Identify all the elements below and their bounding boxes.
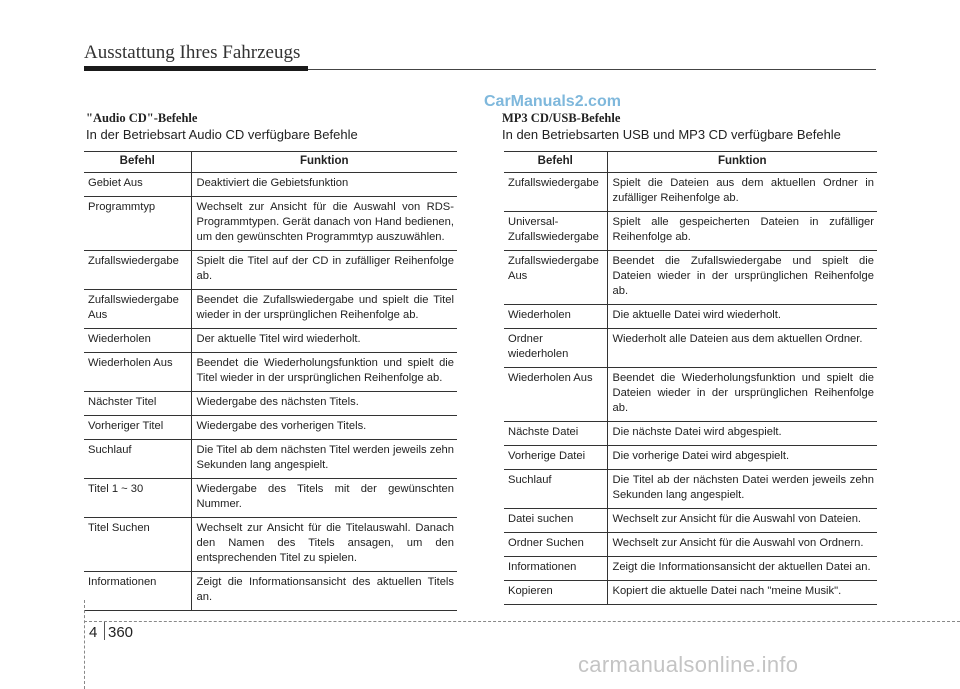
- table-row: [84, 416, 457, 440]
- function-cell: Beendet die Wiederholungsfunktion und spielt die Titel wieder in der ursprünglichen Reihenfolge ab.: [191, 353, 457, 392]
- footer-margin-line: [84, 600, 85, 689]
- command-cell: Zufallswiedergabe Aus: [504, 251, 607, 305]
- function-cell: Wechselt zur Ansicht für die Auswahl von Ordnern.: [607, 533, 877, 557]
- table-row: [504, 509, 877, 533]
- function-cell: Wechselt zur Ansicht für die Auswahl von RDS-Programmtypen. Gerät danach von Hand bedienen, um den gewünschten Programmtyp auszuwählen.: [191, 197, 457, 251]
- table-row: [504, 422, 877, 446]
- command-cell: Zufallswiedergabe: [84, 251, 191, 290]
- command-cell: Datei suchen: [504, 509, 607, 533]
- table-row: [504, 251, 877, 305]
- function-cell: Wechselt zur Ansicht für die Titelauswahl. Danach den Namen des Titels ansagen, um den entsprechenden Titel zu spielen.: [191, 518, 457, 572]
- table-row: [504, 329, 877, 368]
- command-cell: Titel 1 ~ 30: [84, 479, 191, 518]
- function-cell: Die Titel ab der nächsten Datei werden jeweils zehn Sekunden lang angespielt.: [607, 470, 877, 509]
- function-cell: Deaktiviert die Gebietsfunktion: [191, 173, 457, 197]
- table-header-row: [504, 152, 877, 173]
- function-cell: Beendet die Zufallswiedergabe und spielt die Titel wieder in der ursprünglichen Reihenfolge ab.: [191, 290, 457, 329]
- command-cell: Kopieren: [504, 581, 607, 605]
- table-row: [84, 197, 457, 251]
- header-bar: [84, 66, 308, 71]
- page-number-divider: [104, 622, 105, 640]
- command-cell: Zufallswiedergabe: [504, 173, 607, 212]
- command-cell: Informationen: [504, 557, 607, 581]
- command-cell: Gebiet Aus: [84, 173, 191, 197]
- command-cell: Wiederholen Aus: [504, 368, 607, 422]
- function-cell: Spielt die Titel auf der CD in zufälliger Reihenfolge ab.: [191, 251, 457, 290]
- table-row: [504, 212, 877, 251]
- command-cell: Wiederholen: [504, 305, 607, 329]
- column-header-command: Befehl: [504, 152, 607, 173]
- function-cell: Die aktuelle Datei wird wiederholt.: [607, 305, 877, 329]
- table-row: [84, 251, 457, 290]
- command-cell: Ordner Suchen: [504, 533, 607, 557]
- watermark-top: CarManuals2.com: [484, 93, 621, 110]
- function-cell: Zeigt die Informationsansicht der aktuellen Datei an.: [607, 557, 877, 581]
- table-row: [84, 572, 457, 611]
- left-section-title: "Audio CD"-Befehle: [86, 111, 198, 125]
- command-cell: Informationen: [84, 572, 191, 611]
- command-cell: Vorheriger Titel: [84, 416, 191, 440]
- function-cell: Wiedergabe des nächsten Titels.: [191, 392, 457, 416]
- table-row: [84, 440, 457, 479]
- function-cell: Beendet die Wiederholungsfunktion und spielt die Dateien wieder in der ursprünglichen Reihenfolge ab.: [607, 368, 877, 422]
- table-row: [84, 392, 457, 416]
- command-cell: Suchlauf: [84, 440, 191, 479]
- page-header-title: Ausstattung Ihres Fahrzeugs: [84, 42, 301, 63]
- right-section-subtitle: In den Betriebsarten USB und MP3 CD verfügbare Befehle: [502, 127, 841, 142]
- table-row: [504, 581, 877, 605]
- column-header-function: Funktion: [607, 152, 877, 173]
- function-cell: Wiederholt alle Dateien aus dem aktuellen Ordner.: [607, 329, 877, 368]
- function-cell: Spielt die Dateien aus dem aktuellen Ordner in zufälliger Reihenfolge ab.: [607, 173, 877, 212]
- right-section-title: MP3 CD/USB-Befehle: [502, 111, 621, 125]
- command-cell: Programmtyp: [84, 197, 191, 251]
- table-row: [84, 329, 457, 353]
- table-row: [84, 479, 457, 518]
- header-rule: [308, 69, 876, 70]
- table-row: [504, 368, 877, 422]
- function-cell: Wechselt zur Ansicht für die Auswahl von Dateien.: [607, 509, 877, 533]
- table-row: [504, 533, 877, 557]
- table-row: [504, 470, 877, 509]
- column-header-function: Funktion: [191, 152, 457, 173]
- watermark-bottom: carmanualsonline.info: [578, 652, 799, 677]
- table-row: [504, 557, 877, 581]
- command-cell: Wiederholen Aus: [84, 353, 191, 392]
- command-cell: Wiederholen: [84, 329, 191, 353]
- function-cell: Zeigt die Informationsansicht des aktuellen Titels an.: [191, 572, 457, 611]
- table-row: [84, 353, 457, 392]
- table-row: [84, 290, 457, 329]
- audio-cd-commands-table: [84, 151, 457, 611]
- function-cell: Die nächste Datei wird abgespielt.: [607, 422, 877, 446]
- mp3-usb-commands-table: [504, 151, 877, 605]
- table-row: [504, 446, 877, 470]
- table-row: [84, 173, 457, 197]
- command-cell: Suchlauf: [504, 470, 607, 509]
- table-header-row: [84, 152, 457, 173]
- command-cell: Zufallswiedergabe Aus: [84, 290, 191, 329]
- function-cell: Wiedergabe des Titels mit der gewünschten Nummer.: [191, 479, 457, 518]
- page-number: 360: [108, 624, 134, 641]
- table-row: [504, 305, 877, 329]
- function-cell: Kopiert die aktuelle Datei nach "meine Musik".: [607, 581, 877, 605]
- command-cell: Nächster Titel: [84, 392, 191, 416]
- function-cell: Wiedergabe des vorherigen Titels.: [191, 416, 457, 440]
- function-cell: Die vorherige Datei wird abgespielt.: [607, 446, 877, 470]
- column-header-command: Befehl: [84, 152, 191, 173]
- function-cell: Beendet die Zufallswiedergabe und spielt die Dateien wieder in der ursprünglichen Reihenfolge ab.: [607, 251, 877, 305]
- command-cell: Titel Suchen: [84, 518, 191, 572]
- function-cell: Der aktuelle Titel wird wiederholt.: [191, 329, 457, 353]
- command-cell: Vorherige Datei: [504, 446, 607, 470]
- table-row: [504, 173, 877, 212]
- command-cell: Nächste Datei: [504, 422, 607, 446]
- left-section-subtitle: In der Betriebsart Audio CD verfügbare Befehle: [86, 127, 358, 142]
- function-cell: Die Titel ab dem nächsten Titel werden jeweils zehn Sekunden lang angespielt.: [191, 440, 457, 479]
- command-cell: Ordner wiederholen: [504, 329, 607, 368]
- table-row: [84, 518, 457, 572]
- command-cell: Universal-Zufallswiedergabe: [504, 212, 607, 251]
- function-cell: Spielt alle gespeicherten Dateien in zufälliger Reihenfolge ab.: [607, 212, 877, 251]
- footer-rule: [84, 621, 960, 622]
- chapter-number: 4: [89, 624, 98, 641]
